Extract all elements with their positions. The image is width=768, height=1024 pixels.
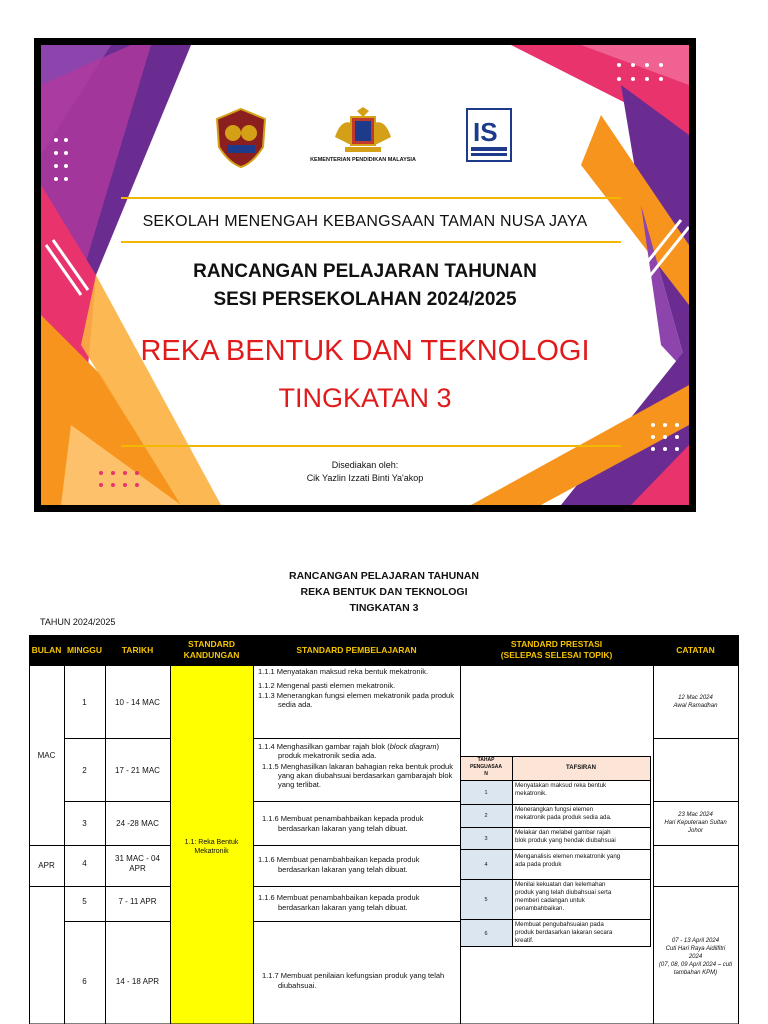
catatan-week-1: 12 Mac 2024 Awal Ramadhan [673, 695, 718, 709]
week-1: 1 [82, 698, 87, 707]
month-mac: MAC [37, 751, 56, 760]
date-1: 10 - 14 MAC [115, 698, 160, 707]
week-4: 4 [82, 859, 87, 868]
tp-1: 1 [484, 790, 488, 796]
date-4b: APR [129, 864, 146, 873]
date-2: 17 - 21 MAC [115, 766, 160, 775]
month-apr: APR [38, 861, 55, 870]
sp-1-1-4: 1.1.4 Menghasilkan gambar rajah blok (block diagram) [258, 742, 439, 751]
header-bulan: BULAN [31, 645, 62, 655]
header-minggu: MINGGU [67, 645, 102, 655]
standard-kandungan-2: Mekatronik [194, 848, 229, 855]
sp-1-1-2: 1.1.2 Mengenal pasti elemen mekatronik. [258, 681, 396, 690]
session-title: SESI PERSEKOLAHAN 2024/2025 [213, 289, 517, 310]
date-5: 7 - 11 APR [118, 897, 157, 906]
sp-1-1-1: 1.1.1 Menyatakan maksud reka bentuk mekatronik. [258, 667, 429, 676]
week-6: 6 [82, 977, 87, 986]
prepared-label: Disediakan oleh: [331, 460, 399, 470]
tafsiran-6: Membuat pengubahsuaian pada produk berdasarkan lakaran secara kreatif. [515, 921, 613, 944]
sp-1-1-5: 1.1.5 Menghasilkan lakaran bahagian reka bentuk produk [262, 762, 453, 771]
tafsiran-4: Menganalisis elemen mekatronik yang ada pada produk [515, 853, 621, 868]
school-name: SEKOLAH MENENGAH KEBANGSAAN TAMAN NUSA JAYA [142, 213, 588, 230]
sp-1-1-5c: yang terlibat. [278, 780, 321, 789]
plan-title: RANCANGAN PELAJARAN TAHUNAN [193, 261, 537, 282]
standard-kandungan-1: 1.1: Reka Bentuk [184, 839, 239, 846]
doc-title-1: RANCANGAN PELAJARAN TAHUNAN [289, 570, 479, 582]
doc-title-3: TINGKATAN 3 [349, 602, 419, 614]
sp-w3-a: 1.1.6 Membuat penambahbaikan kepada produk [262, 814, 424, 823]
header-tarikh: TARIKH [121, 645, 154, 655]
subject-title: REKA BENTUK DAN TEKNOLOGI [140, 335, 590, 367]
sp-1-1-3: 1.1.3 Menerangkan fungsi elemen mekatronik pada produk [258, 691, 454, 700]
sp-w5-b: berdasarkan lakaran yang telah dibuat. [278, 903, 408, 912]
tp-3: 3 [484, 836, 488, 842]
sp-1-1-5b: yang akan diubahsuai berdasarkan gambarajah blok [278, 771, 453, 780]
sp-w3-b: berdasarkan lakaran yang telah dibuat. [278, 824, 408, 833]
tp-5: 5 [484, 897, 488, 903]
catatan-week-3: 23 Mac 2024 Hari Keputeraan Sultan Johor [664, 812, 727, 834]
tafsiran-1: Menyatakan maksud reka bentuk mekatronik. [515, 782, 607, 797]
form-title: TINGKATAN 3 [278, 383, 452, 413]
tp-header-2: PENGUASAA [470, 764, 502, 770]
tafsiran-2: Menerangkan fungsi elemen mekatronik pada produk sedia ada. [515, 806, 612, 821]
tafsiran-3: Melakar dan melabel gambar rajah blok produk yang hendak diubahsuai [515, 829, 616, 844]
week-2: 2 [82, 766, 87, 775]
date-4: 31 MAC - 04 [115, 854, 160, 863]
svg-text:IS: IS [473, 117, 498, 147]
date-6: 14 - 18 APR [115, 977, 160, 986]
tp-header-3: N [484, 771, 488, 777]
prepared-by: Cik Yazlin Izzati Binti Ya'akop [306, 473, 424, 483]
sp-w6-b: diubahsuai. [278, 981, 317, 990]
tp-2: 2 [484, 813, 488, 819]
sp-w4-a: 1.1.6 Membuat penambahbaikan kepada produk [258, 855, 420, 864]
catatan-week-5: 07 - 13 April 2024 Cuti Hari Raya Aidilfitri 2024 (07, 08, 09 April 2024 – cuti tambahan KPM) [658, 938, 733, 976]
header-spr-2: (SELEPAS SELESAI TOPIK) [500, 650, 613, 660]
tp-4: 4 [484, 862, 488, 868]
week-3: 3 [82, 819, 87, 828]
week-5: 5 [82, 897, 87, 906]
tp-6: 6 [484, 931, 488, 937]
header-sk-2: KANDUNGAN [183, 650, 240, 660]
header-catatan: CATATAN [676, 645, 715, 655]
sp-w4-b: berdasarkan lakaran yang telah dibuat. [278, 865, 408, 874]
school-year: TAHUN 2024/2025 [40, 617, 116, 627]
sp-w5-a: 1.1.6 Membuat penambahbaikan kepada produk [258, 893, 420, 902]
date-3: 24 -28 MAC [116, 819, 159, 828]
tp-header-1: TAHAP [477, 757, 495, 763]
sp-1-1-4b: produk mekatronik sedia ada. [278, 751, 377, 760]
doc-title-2: REKA BENTUK DAN TEKNOLOGI [300, 586, 468, 598]
header-sp: STANDARD PEMBELAJARAN [296, 645, 417, 655]
tafsiran-5: Menilai kekuatan dan kelemahan produk yang telah diubahsuai serta memberi cadangan untuk penambahbaikan. [515, 881, 612, 912]
ministry-caption: KEMENTERIAN PENDIDIKAN MALAYSIA [310, 157, 416, 163]
header-spr-1: STANDARD PRESTASI [510, 639, 603, 649]
header-sk-1: STANDARD [187, 639, 236, 649]
tafsiran-header: TAFSIRAN [566, 765, 596, 771]
sp-w6-a: 1.1.7 Membuat penilaian kefungsian produk yang telah [262, 971, 445, 980]
sp-1-1-3b: sedia ada. [278, 700, 313, 709]
